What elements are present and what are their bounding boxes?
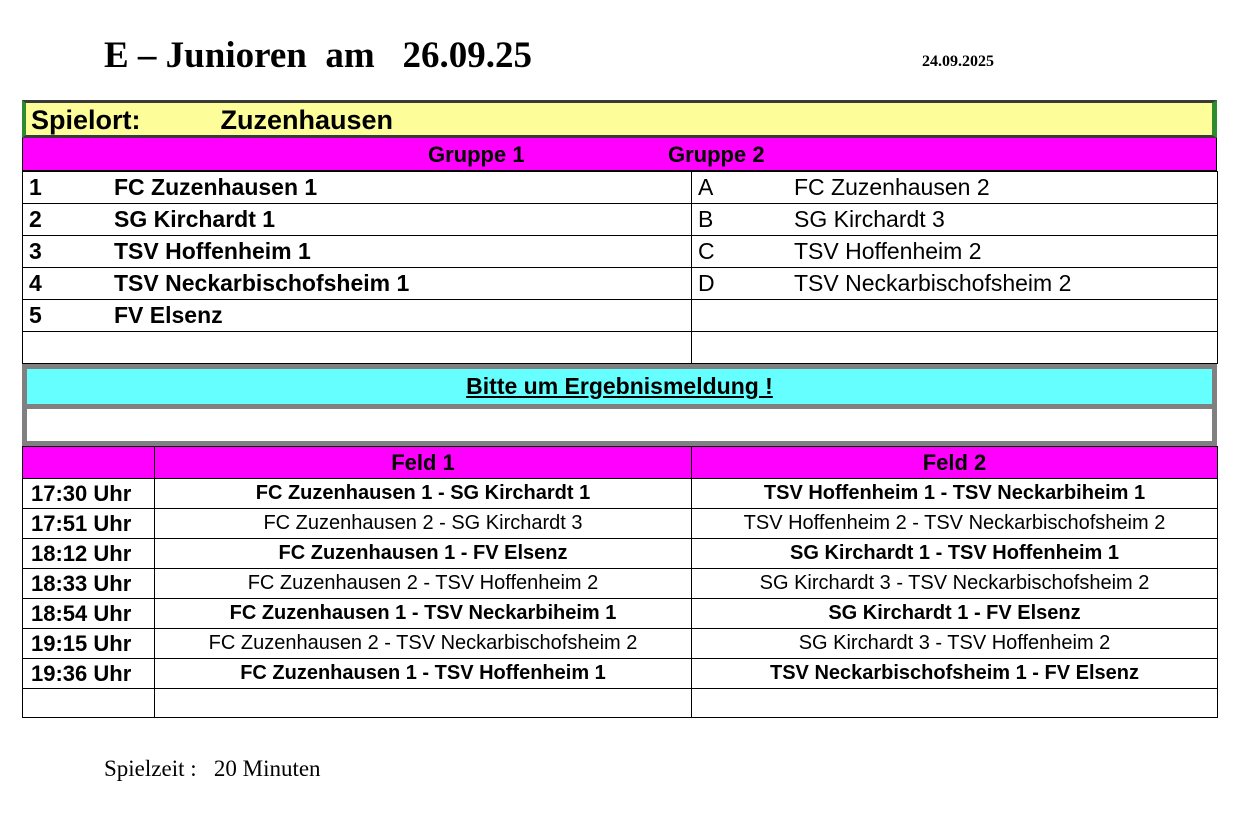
field2-match: SG Kirchardt 3 - TSV Neckarbischofsheim 2 — [692, 569, 1218, 599]
table-row — [23, 172, 1218, 204]
field2-match: SG Kirchardt 1 - FV Elsenz — [692, 599, 1218, 629]
match-time: 19:15 Uhr — [23, 629, 155, 659]
game-duration: Spielzeit : 20 Minuten — [104, 756, 321, 781]
group1-team-cell: 4 TSV Neckarbischofsheim 1 — [23, 268, 692, 300]
group2-team-cell: B SG Kirchardt 3 — [692, 204, 1218, 236]
field2-match: SG Kirchardt 3 - TSV Hoffenheim 2 — [692, 629, 1218, 659]
results-notice: Bitte um Ergebnismeldung ! — [22, 364, 1217, 406]
table-row — [23, 268, 1218, 300]
field2-match: TSV Hoffenheim 1 - TSV Neckarbiheim 1 — [692, 479, 1218, 509]
page-title: E – Junioren am 26.09.25 — [104, 35, 532, 76]
group2-team-cell — [692, 332, 1218, 364]
match-time: 17:30 Uhr — [23, 479, 155, 509]
table-row — [23, 300, 1218, 332]
empty-cell — [23, 689, 155, 718]
table-row — [23, 539, 1218, 569]
group1-team-cell — [23, 332, 692, 364]
group2-title: Gruppe 2 — [668, 142, 765, 167]
match-time: 17:51 Uhr — [23, 509, 155, 539]
time-header — [23, 447, 155, 479]
match-time: 18:33 Uhr — [23, 569, 155, 599]
field1-match: FC Zuzenhausen 1 - SG Kirchardt 1 — [155, 479, 692, 509]
empty-cell — [692, 689, 1218, 718]
field2-match: SG Kirchardt 1 - TSV Hoffenheim 1 — [692, 539, 1218, 569]
table-row — [23, 236, 1218, 268]
schedule-table — [22, 446, 1218, 718]
venue-label: Spielort: — [31, 105, 141, 135]
table-row — [23, 599, 1218, 629]
field1-match: FC Zuzenhausen 2 - TSV Hoffenheim 2 — [155, 569, 692, 599]
group2-team-cell: A FC Zuzenhausen 2 — [692, 172, 1218, 204]
field1-match: FC Zuzenhausen 2 - TSV Neckarbischofsheim 2 — [155, 629, 692, 659]
document-date: 24.09.2025 — [922, 53, 994, 70]
table-row — [23, 689, 1218, 718]
table-row — [23, 204, 1218, 236]
field2-match: TSV Neckarbischofsheim 1 - FV Elsenz — [692, 659, 1218, 689]
group1-title: Gruppe 1 — [428, 142, 525, 167]
group1-team-cell: 1 FC Zuzenhausen 1 — [23, 172, 692, 204]
group2-team-cell: C TSV Hoffenheim 2 — [692, 236, 1218, 268]
group1-team-cell: 5 FV Elsenz — [23, 300, 692, 332]
empty-band — [22, 406, 1217, 446]
table-row — [23, 332, 1218, 364]
field1-match: FC Zuzenhausen 1 - TSV Neckarbiheim 1 — [155, 599, 692, 629]
table-row — [23, 569, 1218, 599]
group2-team-cell — [692, 300, 1218, 332]
match-time: 18:12 Uhr — [23, 539, 155, 569]
group2-team-cell: D TSV Neckarbischofsheim 2 — [692, 268, 1218, 300]
groups-table — [22, 171, 1218, 364]
field1-match: FC Zuzenhausen 1 - FV Elsenz — [155, 539, 692, 569]
field1-match: FC Zuzenhausen 1 - TSV Hoffenheim 1 — [155, 659, 692, 689]
match-time: 19:36 Uhr — [23, 659, 155, 689]
empty-cell — [155, 689, 692, 718]
venue-name: Zuzenhausen — [220, 105, 394, 135]
group1-team-cell: 3 TSV Hoffenheim 1 — [23, 236, 692, 268]
field1-title: Feld 1 — [155, 447, 692, 479]
field2-match: TSV Hoffenheim 2 - TSV Neckarbischofsheim 2 — [692, 509, 1218, 539]
table-row — [23, 479, 1218, 509]
venue-row — [22, 100, 1217, 138]
table-row — [23, 659, 1218, 689]
field2-title: Feld 2 — [692, 447, 1218, 479]
group-header — [22, 138, 1217, 171]
table-row — [23, 509, 1218, 539]
group1-team-cell: 2 SG Kirchardt 1 — [23, 204, 692, 236]
tournament-sheet — [22, 100, 1217, 718]
match-time: 18:54 Uhr — [23, 599, 155, 629]
field1-match: FC Zuzenhausen 2 - SG Kirchardt 3 — [155, 509, 692, 539]
table-row — [23, 629, 1218, 659]
schedule-header — [23, 447, 1218, 479]
